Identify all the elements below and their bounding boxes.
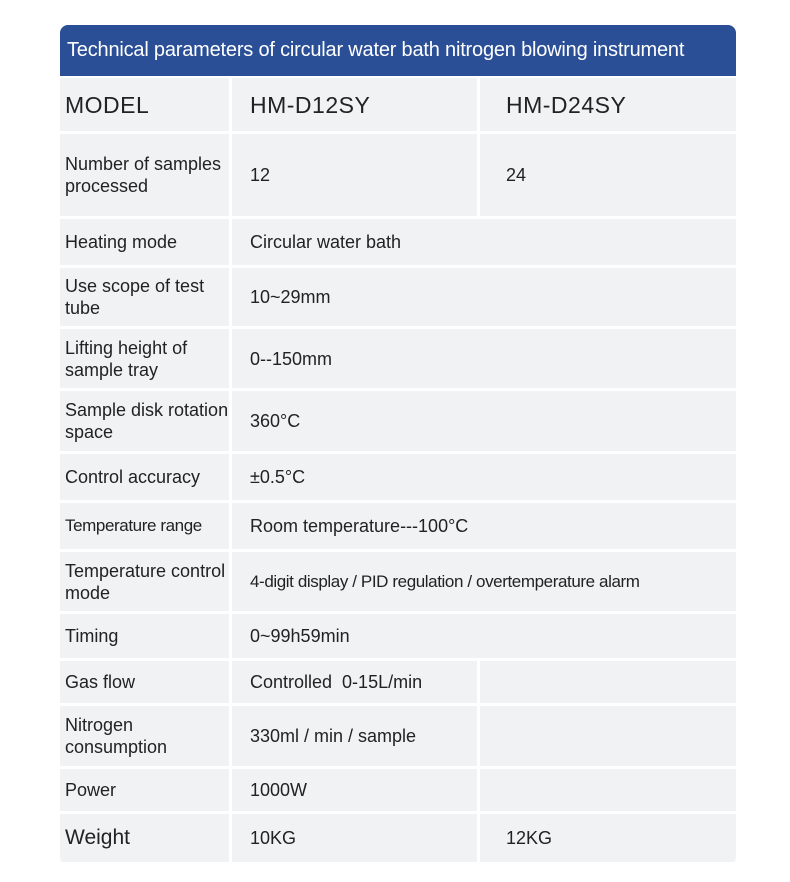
row-value: 0~99h59min xyxy=(232,614,736,658)
row-value-model-1: 1000W xyxy=(232,769,477,811)
table-row-timing xyxy=(60,614,736,658)
table-row-samples xyxy=(60,134,736,216)
table-row-gas-flow xyxy=(60,661,736,703)
row-value-model-1: 330ml / min / sample xyxy=(232,706,477,766)
spec-card xyxy=(60,25,736,865)
row-value-model-1: 10KG xyxy=(232,814,477,862)
table-title: Technical parameters of circular water bath nitrogen blowing instrument xyxy=(60,25,736,76)
spec-table xyxy=(60,78,736,865)
row-label: Heating mode xyxy=(60,219,229,265)
row-value: 360°C xyxy=(232,391,736,451)
row-label: Control accuracy xyxy=(60,454,229,500)
row-label: Lifting height of sample tray xyxy=(60,329,229,388)
row-label: Gas flow xyxy=(60,661,229,703)
row-value-model-2 xyxy=(480,661,736,703)
row-label: Nitrogen consumption xyxy=(60,706,229,766)
table-row-heating xyxy=(60,219,736,265)
row-label: Temperature control mode xyxy=(60,552,229,611)
table-row-nitrogen xyxy=(60,706,736,766)
row-label: Weight xyxy=(60,814,229,862)
row-label: Temperature range xyxy=(60,503,229,549)
row-label: Sample disk rotation space xyxy=(60,391,229,451)
row-value-model-2 xyxy=(480,769,736,811)
table-row-temp-range xyxy=(60,503,736,549)
row-value-model-1: 12 xyxy=(232,134,477,216)
row-value: 4-digit display / PID regulation / overtemperature alarm xyxy=(232,552,736,611)
table-row-weight xyxy=(60,814,736,862)
model-header-label: MODEL xyxy=(60,78,229,131)
row-value: 0--150mm xyxy=(232,329,736,388)
table-row-control-mode xyxy=(60,552,736,611)
row-value: Room temperature---100°C xyxy=(232,503,736,549)
row-label: Number of samples processed xyxy=(60,134,229,216)
table-row-rotation xyxy=(60,391,736,451)
table-row-accuracy xyxy=(60,454,736,500)
row-value: ±0.5°C xyxy=(232,454,736,500)
row-value-model-2: 12KG xyxy=(480,814,736,862)
row-value-model-1: Controlled 0-15L/min xyxy=(232,661,477,703)
row-value-model-2: 24 xyxy=(480,134,736,216)
row-value: 10~29mm xyxy=(232,268,736,326)
row-label: Power xyxy=(60,769,229,811)
table-row-tube xyxy=(60,268,736,326)
table-row-lifting xyxy=(60,329,736,388)
model-1-header: HM-D12SY xyxy=(232,78,477,131)
table-row-power xyxy=(60,769,736,811)
row-value: Circular water bath xyxy=(232,219,736,265)
row-label: Timing xyxy=(60,614,229,658)
header-row xyxy=(60,78,736,131)
row-label: Use scope of test tube xyxy=(60,268,229,326)
row-value-model-2 xyxy=(480,706,736,766)
model-2-header: HM-D24SY xyxy=(480,78,736,131)
